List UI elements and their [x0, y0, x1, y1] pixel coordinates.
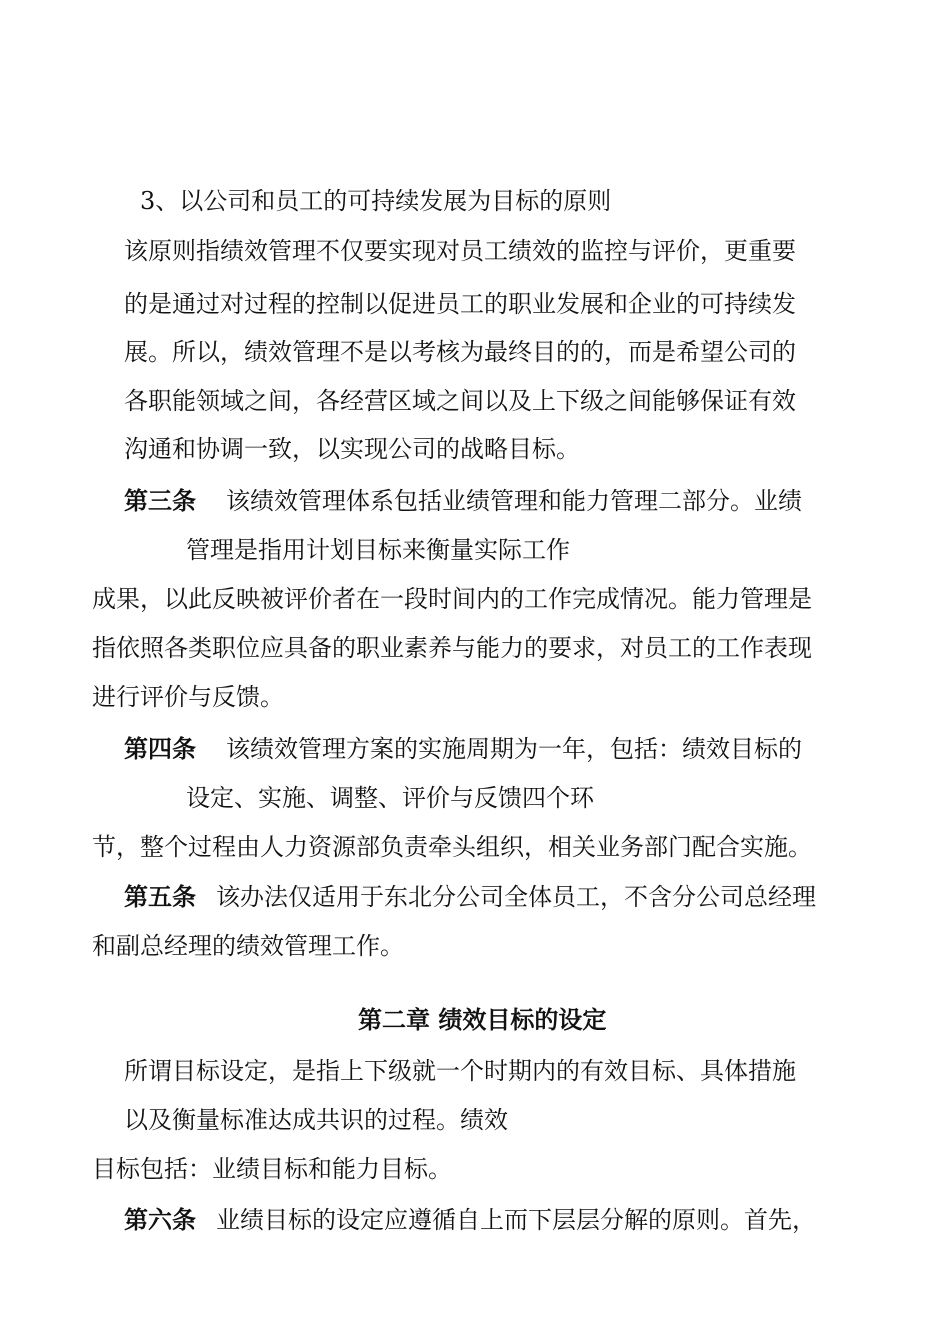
- paragraph-line: 业绩目标的设定应遵循自上而下层层分解的原则。首先，: [216, 1206, 816, 1234]
- paragraph-line: 该绩效管理方案的实施周期为一年，包括：绩效目标的: [226, 735, 802, 763]
- paragraph-line: 管理是指用计划目标来衡量实际工作: [186, 536, 570, 564]
- paragraph-line: 目标包括：业绩目标和能力目标。: [92, 1155, 452, 1183]
- paragraph-line: 进行评价与反馈。: [92, 683, 284, 711]
- paragraph-line: 所谓目标设定，是指上下级就一个时期内的有效目标、具体措施: [124, 1057, 796, 1085]
- article-label: 第四条: [124, 735, 196, 763]
- paragraph-line: 该原则指绩效管理不仅要实现对员工绩效的监控与评价，更重要: [124, 237, 796, 265]
- paragraph-line: 沟通和协调一致，以实现公司的战略目标。: [124, 435, 580, 463]
- paragraph-line: 展。所以，绩效管理不是以考核为最终目的的，而是希望公司的: [124, 338, 796, 366]
- paragraph-line: 的是通过对过程的控制以促进员工的职业发展和企业的可持续发: [124, 290, 796, 318]
- paragraph-line: 以及衡量标准达成共识的过程。绩效: [124, 1106, 508, 1134]
- paragraph-line: 各职能领域之间，各经营区域之间以及上下级之间能够保证有效: [124, 387, 796, 415]
- paragraph-line: 该办法仅适用于东北分公司全体员工，不含分公司总经理: [216, 883, 816, 911]
- paragraph-line: 指依照各类职位应具备的职业素养与能力的要求，对员工的工作表现: [92, 634, 812, 662]
- article-label: 第六条: [124, 1206, 196, 1234]
- paragraph-line: 成果，以此反映被评价者在一段时间内的工作完成情况。能力管理是: [92, 585, 812, 613]
- principle-title: 3、以公司和员工的可持续发展为目标的原则: [140, 187, 612, 215]
- paragraph-line: 和副总经理的绩效管理工作。: [92, 932, 404, 960]
- paragraph-line: 节，整个过程由人力资源部负责牵头组织，相关业务部门配合实施。: [92, 833, 812, 861]
- article-label: 第三条: [124, 487, 196, 515]
- paragraph-line: 设定、实施、调整、评价与反馈四个环: [186, 784, 594, 812]
- paragraph-line: 该绩效管理体系包括业绩管理和能力管理二部分。业绩: [226, 487, 802, 515]
- article-label: 第五条: [124, 883, 196, 911]
- chapter-heading: 第二章 绩效目标的设定: [358, 1006, 607, 1034]
